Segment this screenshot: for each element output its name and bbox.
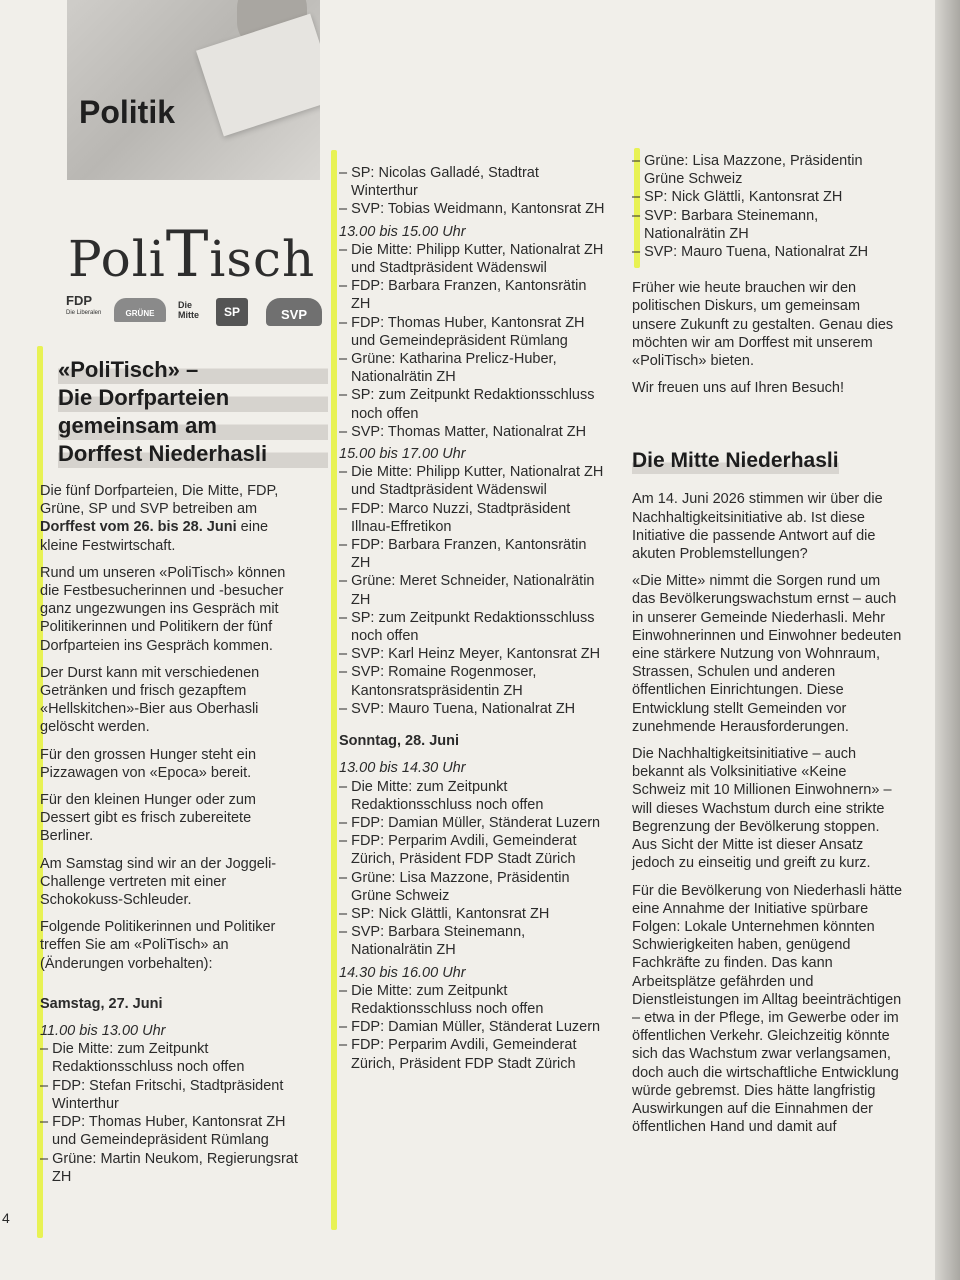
list-item: – FDP: Perparim Avdili, Gemeinderat Zürich, Präsident FDP Stadt Zürich — [339, 1036, 607, 1072]
mitte-section-title: Die Mitte Niederhasli — [632, 449, 839, 473]
list-item: – SP: zum Zeitpunkt Redaktionsschluss noch offen — [339, 609, 607, 645]
paragraph: Für die Bevölkerung von Niederhasli hätte eine Annahme der Initiative spürbare Folgen: Lokale Unternehmen könnten Schwierigkeiten haben, genügend Fachkräfte zu finden. Das kann Arbeitsplätze gefährden und Dienstleistungen im Alltag beeinträchtigen – etwa in der Pflege, im Gewerbe oder im öffentlichen Verkehr. Gleichzeitig könnte sich das Wachstum zwar verlangsamen, doch auch die wirtschaftliche Entwicklung würde gebremst. Dies hätte langfristig Auswirkungen auf die Einnahmen der öffentlichen Hand und damit auf — [632, 882, 903, 1136]
list-item: – FDP: Marco Nuzzi, Stadtpräsident Illnau-Effretikon — [339, 500, 607, 536]
paragraph: Rund um unseren «PoliTisch» können die Festbesucherinnen und -besucher ganz ungezwungen ins Gespräch mit Politikerinnen und Politikern der fünf Dorfparteien ins Gespräch kommen. — [40, 564, 286, 654]
closing-paragraph: Wir freuen uns auf Ihren Besuch! — [632, 380, 844, 397]
day-heading: Samstag, 27. Juni — [40, 995, 163, 1012]
list-item: – SVP: Barbara Steinemann, Nationalrätin ZH — [632, 207, 902, 243]
list-item: – Grüne: Katharina Prelicz-Huber, Nationalrätin ZH — [339, 350, 607, 386]
list-item: – Grüne: Lisa Mazzone, Präsidentin Grüne Schweiz — [632, 152, 902, 188]
voting-photo — [67, 0, 320, 180]
ballot-card — [196, 14, 320, 137]
speaker-list — [632, 152, 902, 261]
intro-paragraph: Die fünf Dorfparteien, Die Mitte, FDP, Grüne, SP und SVP betreiben am Dorffest vom 26. bis 28. Juni eine kleine Festwirtschaft. — [40, 483, 279, 554]
party-logos — [66, 292, 326, 334]
list-item: – SVP: Mauro Tuena, Nationalrat ZH — [632, 243, 902, 261]
column-2 — [339, 164, 607, 1077]
page-number: 4 — [2, 1210, 10, 1226]
paragraph: Der Durst kann mit verschiedenen Getränken und frisch gezapftem «Hellskitchen»-Bier aus Oberhasli gelöscht werden. — [40, 664, 260, 736]
list-item: – Die Mitte: zum Zeitpunkt Redaktionsschluss noch offen — [339, 982, 607, 1018]
list-item: – SVP: Thomas Matter, Nationalrat ZH — [339, 423, 607, 441]
paragraph: Die Nachhaltigkeitsinitiative – auch bekannt als Volksinitiative «Keine Schweiz mit 10 Millionen Einwohnern» – will dieses Wachstum durch eine strikte Begrenzung der Bevölkerung stoppen. Aus Sicht der Mitte ist dieser Ansatz jedoch zu einseitig und greift zu kurz. — [632, 746, 892, 872]
column-3 — [632, 152, 902, 1145]
time-slot: 11.00 bis 13.00 Uhr — [40, 1023, 166, 1040]
speaker-list — [339, 241, 607, 441]
highlighter-mark — [331, 150, 337, 1230]
paragraph: Für den grossen Hunger steht ein Pizzawagen von «Epoca» bereit. — [40, 746, 257, 781]
list-item: – SP: Nicolas Galladé, Stadtrat Winterthur — [339, 164, 607, 200]
time-slot: 13.00 bis 15.00 Uhr — [339, 223, 466, 240]
list-item: – SVP: Mauro Tuena, Nationalrat ZH — [339, 700, 607, 718]
list-item: – FDP: Damian Müller, Ständerat Luzern — [339, 1018, 607, 1036]
list-item: – SVP: Tobias Weidmann, Kantonsrat ZH — [339, 200, 607, 218]
speaker-list — [339, 778, 607, 960]
list-item: – Grüne: Martin Neukom, Regierungsrat ZH — [40, 1150, 306, 1186]
list-item: – Die Mitte: zum Zeitpunkt Redaktionsschluss noch offen — [339, 778, 607, 814]
svp-logo: SVP — [266, 298, 322, 326]
list-item: – SP: Nick Glättli, Kantonsrat ZH — [339, 905, 607, 923]
closing-paragraph: Früher wie heute brauchen wir den politischen Diskurs, um gemeinsam unsere Zukunft zu gestalten. Genau dies möchten wir am Dorffest mit unserem «PoliTisch» bieten. — [632, 280, 894, 370]
list-item: – FDP: Barbara Franzen, Kantonsrätin ZH — [339, 277, 607, 313]
column-1 — [40, 482, 306, 1190]
list-item: – Die Mitte: zum Zeitpunkt Redaktionsschluss noch offen — [40, 1040, 306, 1076]
speaker-list — [339, 982, 607, 1073]
mitte-logo: Die Mitte — [178, 300, 199, 320]
day-heading: Sonntag, 28. Juni — [339, 733, 460, 750]
paragraph: «Die Mitte» nimmt die Sorgen rund um das Bevölkerungswachstum ernst – auch in unserer Gemeinde Niederhasli. Mehr Einwohnerinnen und Einwohner bedeuten eine stärkere Nutzung von Wohnraum, Strassen, Schulen und anderen öffentlichen Einrichtungen. Diese Entwicklung stellt Gemeinden vor zunehmende Herausforderungen. — [632, 573, 902, 735]
politisch-logo: PoliTisch — [68, 218, 316, 292]
list-item: – SP: Nick Glättli, Kantonsrat ZH — [632, 188, 902, 206]
list-item: – Die Mitte: Philipp Kutter, Nationalrat ZH und Stadtpräsident Wädenswil — [339, 241, 607, 277]
time-slot: 14.30 bis 16.00 Uhr — [339, 964, 466, 981]
section-title: Politik — [79, 94, 176, 130]
list-item: – FDP: Stefan Fritschi, Stadtpräsident Winterthur — [40, 1077, 306, 1113]
paragraph: Für den kleinen Hunger oder zum Dessert gibt es frisch zubereitete Berliner. — [40, 792, 257, 845]
fdp-logo: FDP Die Liberalen — [66, 293, 102, 316]
article-headline: «PoliTisch» – Die Dorfparteien gemeinsam am Dorffest Niederhasli — [58, 356, 328, 468]
list-item: – Die Mitte: Philipp Kutter, Nationalrat ZH und Stadtpräsident Wädenswil — [339, 463, 607, 499]
paragraph: Folgende Politikerinnen und Politiker treffen Sie am «PoliTisch» an (Änderungen vorbehalten): — [40, 919, 276, 972]
list-item: – FDP: Barbara Franzen, Kantonsrätin ZH — [339, 536, 607, 572]
list-item: – FDP: Thomas Huber, Kantonsrat ZH und Gemeindepräsident Rümlang — [40, 1113, 306, 1149]
speaker-list — [40, 1040, 306, 1186]
sp-logo: SP — [216, 298, 248, 326]
list-item: – Grüne: Meret Schneider, Nationalrätin ZH — [339, 572, 607, 608]
time-slot: 15.00 bis 17.00 Uhr — [339, 446, 466, 463]
gruene-logo: GRÜNE — [114, 298, 166, 322]
paragraph: Am Samstag sind wir an der Joggeli-Challenge vertreten mit einer Schokokuss-Schleuder. — [40, 855, 277, 909]
list-item: – FDP: Damian Müller, Ständerat Luzern — [339, 814, 607, 832]
list-item: – FDP: Perparim Avdili, Gemeinderat Zürich, Präsident FDP Stadt Zürich — [339, 832, 607, 868]
list-item: – SP: zum Zeitpunkt Redaktionsschluss noch offen — [339, 386, 607, 422]
paragraph: Am 14. Juni 2026 stimmen wir über die Nachhaltigkeitsinitiative ab. Ist diese Initiative die passende Antwort auf die akuten Problemstellungen? — [632, 491, 883, 563]
list-item: – FDP: Thomas Huber, Kantonsrat ZH und Gemeindepräsident Rümlang — [339, 314, 607, 350]
speaker-list — [339, 463, 607, 718]
time-slot: 13.00 bis 14.30 Uhr — [339, 760, 466, 777]
list-item: – SVP: Romaine Rogenmoser, Kantonsratspräsidentin ZH — [339, 663, 607, 699]
speaker-list — [339, 164, 607, 219]
list-item: – SVP: Karl Heinz Meyer, Kantonsrat ZH — [339, 645, 607, 663]
list-item: – SVP: Barbara Steinemann, Nationalrätin ZH — [339, 923, 607, 959]
list-item: – Grüne: Lisa Mazzone, Präsidentin Grüne Schweiz — [339, 869, 607, 905]
page-edge — [935, 0, 960, 1280]
